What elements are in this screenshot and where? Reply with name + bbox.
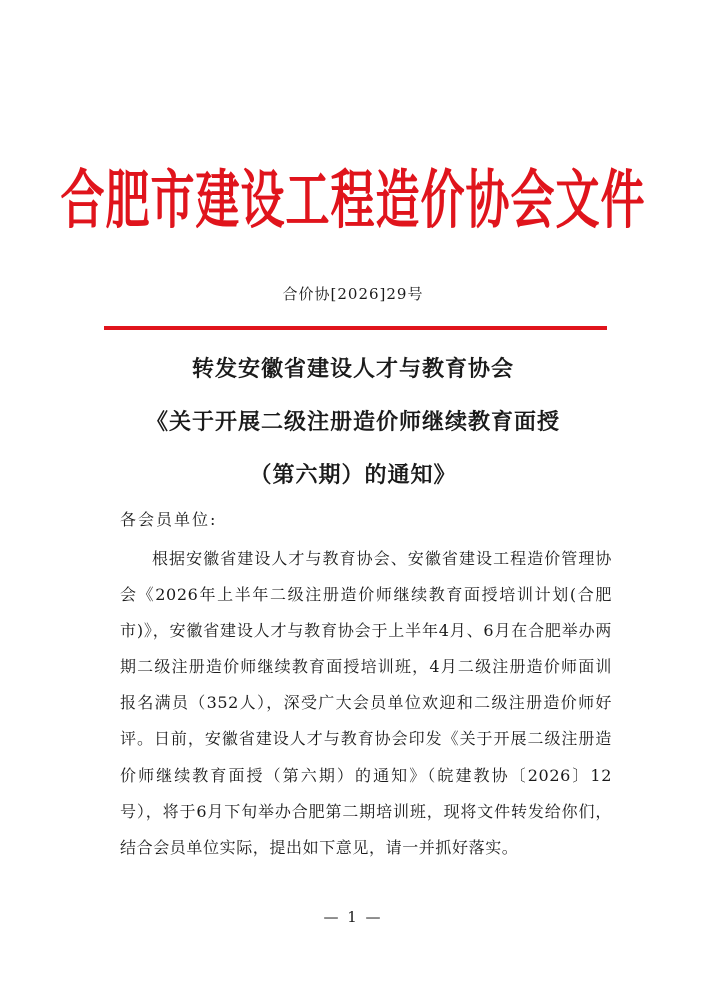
document-title-line-1: 转发安徽省建设人才与教育协会 <box>191 357 514 382</box>
salutation: 各会员单位: <box>120 510 218 529</box>
page-number: — 1 — <box>323 908 383 926</box>
masthead-title: 合肥市建设工程造价协会文件 <box>60 163 646 238</box>
red-divider-rule <box>104 326 607 330</box>
document-number: 合价协[2026]29号 <box>282 285 424 303</box>
body-paragraph: 根据安徽省建设人才与教育协会、安徽省建设工程造价管理协会《2026年上半年二级注册造价师继续教育面授培训计划(合肥市)》，安徽省建设人才与教育协会于上半年4月、6月在合肥举办两期二级注册造价师继续教育面授培训班，4月二级注册造价师面训报名满员（352人），深受广大会员单位欢迎和二级注册造价师好评。日前，安徽省建设人才与教育协会印发《关于开展二级注册造价师继续教育面授（第六期）的通知》（皖建教协〔2026〕12号），将于6月下旬举办合肥第二期培训班，现将文件转发给你们，结合会员单位实际，提出如下意见，请一并抓好落实。 <box>120 549 612 857</box>
document-title-line-2: 《关于开展二级注册造价师继续教育面授 <box>145 410 560 435</box>
document-title-line-3: （第六期）的通知》 <box>249 463 457 488</box>
